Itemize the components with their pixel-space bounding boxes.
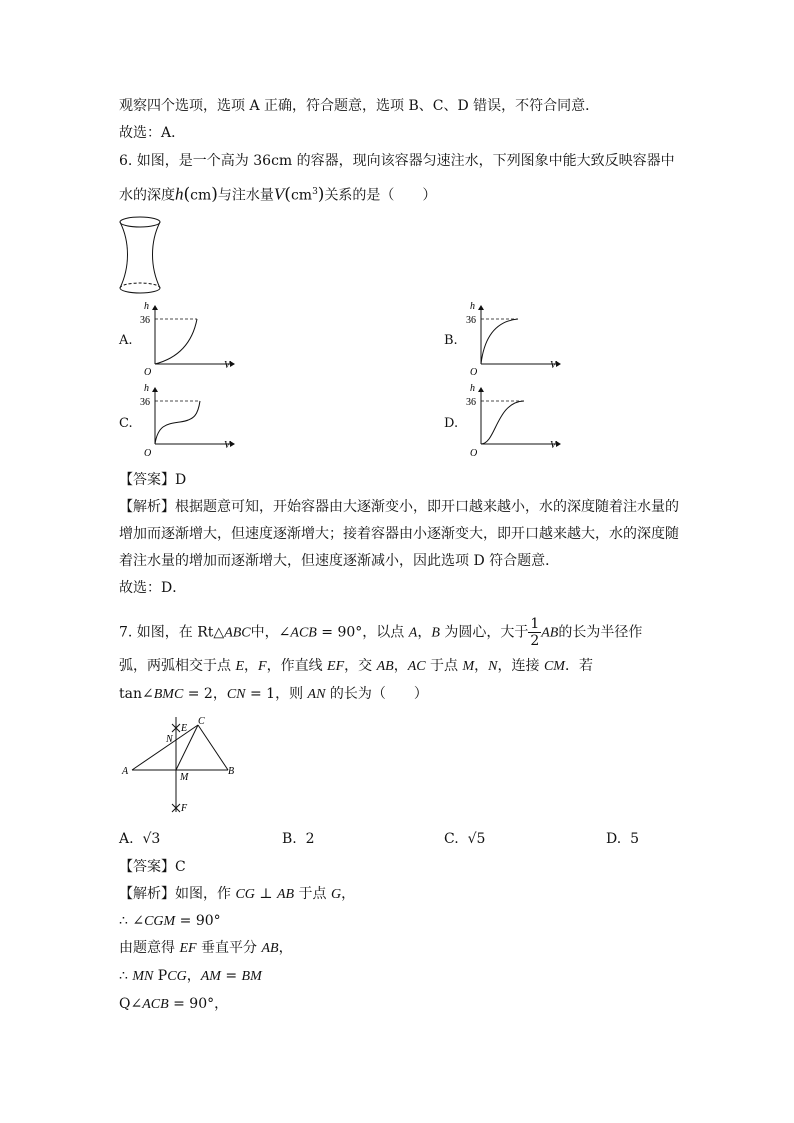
q6-text: 与注水量	[217, 187, 274, 204]
unit-sup: 3	[312, 187, 318, 197]
q7-option-a: A. √3	[119, 831, 161, 847]
point-m-label: M	[180, 772, 189, 783]
q6-answer: 【答案】D	[119, 472, 187, 488]
q7-text: ，	[417, 624, 432, 641]
tick-36: 36	[466, 315, 476, 326]
origin-label: O	[144, 448, 152, 459]
var-a: A	[408, 625, 418, 641]
q6-option-a-label: A.	[119, 333, 133, 348]
var-h: h	[175, 184, 184, 204]
q7-option-d: D. 5	[606, 831, 640, 847]
q7-stem-line-3: tan∠BMC = 2，CN = 1，则 AN 的长为（ ）	[119, 686, 428, 702]
point-n-label: N	[166, 734, 173, 745]
axis-h-label: h	[470, 301, 475, 312]
q7-text: = 90°，以点	[316, 624, 409, 641]
q7-option-c: C. √5	[444, 831, 486, 847]
point-a-label: A	[122, 766, 129, 777]
q7-text: 中，∠	[250, 624, 291, 641]
point-c-label: C	[198, 716, 205, 727]
q6-text: 水的深度	[119, 187, 175, 204]
q6-option-d-label: D.	[444, 416, 459, 431]
q7-stem-line-1	[119, 616, 642, 649]
q7-option-b: B. 2	[282, 831, 315, 847]
q7-answer: 【答案】C	[119, 859, 186, 875]
q6-stem-line-2: 水的深度h(cm)与注水量$V(cm^3)$关系的是（ ）	[119, 184, 437, 205]
q7-solution-3: 由题意得 EF 垂直平分 AB，	[119, 940, 293, 956]
q6-analysis-3: 着注水量的增加而逐渐增大，但速度逐渐减小，因此选项 D 符合题意．	[119, 553, 560, 569]
q6-option-a-graph	[140, 300, 240, 376]
q7-solution-5: Q∠ACB = 90°，	[119, 996, 229, 1012]
q6-option-d-graph	[466, 384, 566, 460]
fraction-one-half: $\frac{1}{2}$	[530, 616, 540, 649]
unit-cm3: cm	[290, 187, 313, 204]
intro-line-1: 观察四个选项，选项 A 正确，符合题意，选项 B、C、D 错误，不符合同意．	[119, 98, 600, 114]
q7-text: 为圆心，大于	[439, 624, 529, 641]
axis-v-label: V	[550, 440, 557, 451]
q7-solution-2: ∴ ∠CGM = 90°	[119, 913, 221, 929]
axis-h-label: h	[470, 384, 475, 394]
axis-v-label: V	[550, 360, 557, 371]
point-b-label: B	[228, 766, 235, 777]
q7-text: 7. 如图，在 Rt△	[119, 624, 225, 641]
q7-text: 的长为半径作	[558, 624, 643, 641]
container-figure	[116, 212, 164, 298]
var-ab: AB	[541, 625, 559, 641]
origin-label: O	[470, 367, 478, 376]
q7-geometry-figure	[118, 714, 248, 816]
var-abc: ABC	[224, 625, 251, 641]
q6-stem-line-1: 6. 如图，是一个高为 36cm 的容器，现向该容器匀速注水，下列图象中能大致反映容器中	[119, 153, 675, 169]
q6-option-b-graph	[466, 300, 566, 376]
var-acb: ACB	[290, 625, 317, 641]
var-v: V	[273, 184, 285, 204]
q6-option-b-label: B.	[444, 333, 458, 348]
axis-v-label: V	[224, 440, 231, 451]
q6-choice: 故选：D．	[119, 580, 187, 596]
axis-h-label: h	[144, 301, 149, 312]
unit-cm: cm	[190, 187, 212, 204]
q6-analysis-1: 【解析】根据题意可知，开始容器由大逐渐变小，即开口越来越小，水的深度随着注水量的	[119, 499, 679, 515]
origin-label: O	[470, 448, 478, 459]
axis-h-label: h	[144, 384, 149, 394]
intro-line-2: 故选：A．	[119, 125, 186, 141]
q6-option-c-graph	[140, 384, 240, 460]
point-f-label: F	[181, 803, 188, 814]
q6-analysis-2: 增加而逐渐增大，但速度逐渐增大；接着容器由小逐渐变大，即开口越来越大，水的深度随	[119, 526, 679, 542]
var-b: B	[431, 625, 440, 641]
origin-label: O	[144, 367, 152, 376]
q6-option-c-label: C.	[119, 416, 133, 431]
tick-36: 36	[140, 397, 150, 408]
q7-stem-line-2: 弧，两弧相交于点 E，F，作直线 EF，交 AB，AC 于点 M，N，连接 CM．若	[119, 658, 593, 674]
q7-solution-1: 【解析】如图，作 CG ⊥ AB 于点 G，	[119, 886, 356, 902]
q6-text: 关系的是（ ）	[324, 187, 437, 204]
point-e-label: E	[181, 723, 188, 734]
tick-36: 36	[140, 315, 150, 326]
tick-36: 36	[466, 397, 476, 408]
axis-v-label: V	[224, 360, 231, 371]
q7-solution-4: ∴ MN PCG，AM = BM	[119, 968, 262, 984]
